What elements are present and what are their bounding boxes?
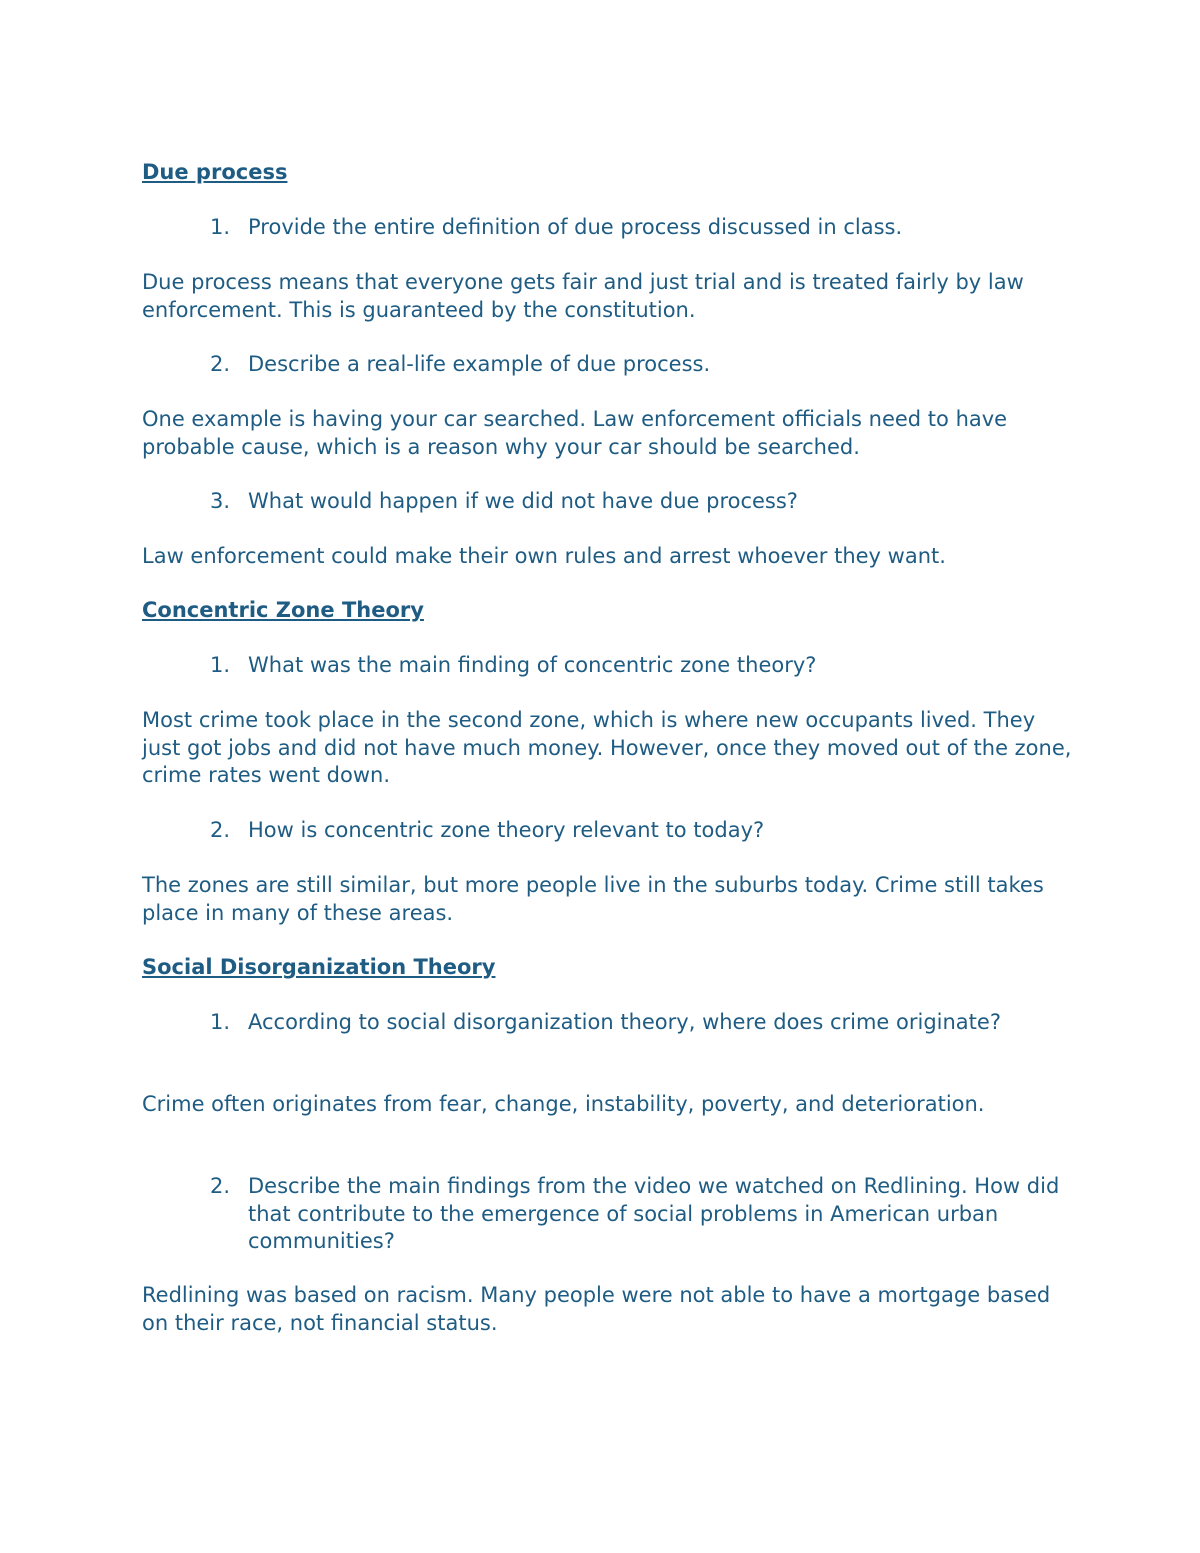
question-text: Describe the main findings from the video we watched on Redlining. How did that contribute to the emergence of social problems in American urban communities? (248, 1174, 1060, 1253)
answer-text: Law enforcement could make their own rules and arrest whoever they want. (142, 544, 946, 568)
question-text: How is concentric zone theory relevant to today? (248, 818, 765, 842)
question-number: 1. (210, 653, 231, 677)
answer-text: Redlining was based on racism. Many people were not able to have a mortgage based on their race, not financial status. (142, 1283, 1051, 1335)
question-text: What was the main finding of concentric zone theory? (248, 653, 817, 677)
answer-text: The zones are still similar, but more people live in the suburbs today. Crime still takes place in many of these areas. (142, 873, 1044, 925)
answer-text: Due process means that everyone gets fair and just trial and is treated fairly by law enforcement. This is guaranteed by the constitution. (142, 270, 1024, 322)
question-number: 1. (210, 215, 231, 239)
answer-text: Crime often originates from fear, change, instability, poverty, and deterioration. (142, 1092, 985, 1116)
question-item (210, 1009, 1090, 1037)
question-text: What would happen if we did not have due process? (248, 489, 798, 513)
question-number: 2. (210, 1174, 231, 1198)
question-text: Describe a real-life example of due process. (248, 352, 711, 376)
question-item (210, 817, 1090, 845)
question-item (210, 652, 1090, 680)
question-item (210, 1173, 1090, 1256)
question-number: 2. (210, 352, 231, 376)
question-number: 3. (210, 489, 231, 513)
section-heading-due-process: Due process (142, 160, 288, 184)
question-number: 2. (210, 818, 231, 842)
question-item (210, 488, 1090, 516)
answer-text: Most crime took place in the second zone, which is where new occupants lived. They just got jobs and did not have much money. However, once they moved out of the zone, crime rates went down. (142, 708, 1072, 787)
question-text: According to social disorganization theory, where does crime originate? (248, 1010, 1001, 1034)
question-number: 1. (210, 1010, 231, 1034)
question-text: Provide the entire definition of due process discussed in class. (248, 215, 903, 239)
section-heading-concentric-zone-theory: Concentric Zone Theory (142, 598, 424, 622)
section-heading-social-disorganization-theory: Social Disorganization Theory (142, 955, 496, 979)
question-item (210, 214, 1090, 242)
answer-text: One example is having your car searched. Law enforcement officials need to have probable cause, which is a reason why your car should be searched. (142, 407, 1008, 459)
question-item (210, 351, 1090, 379)
